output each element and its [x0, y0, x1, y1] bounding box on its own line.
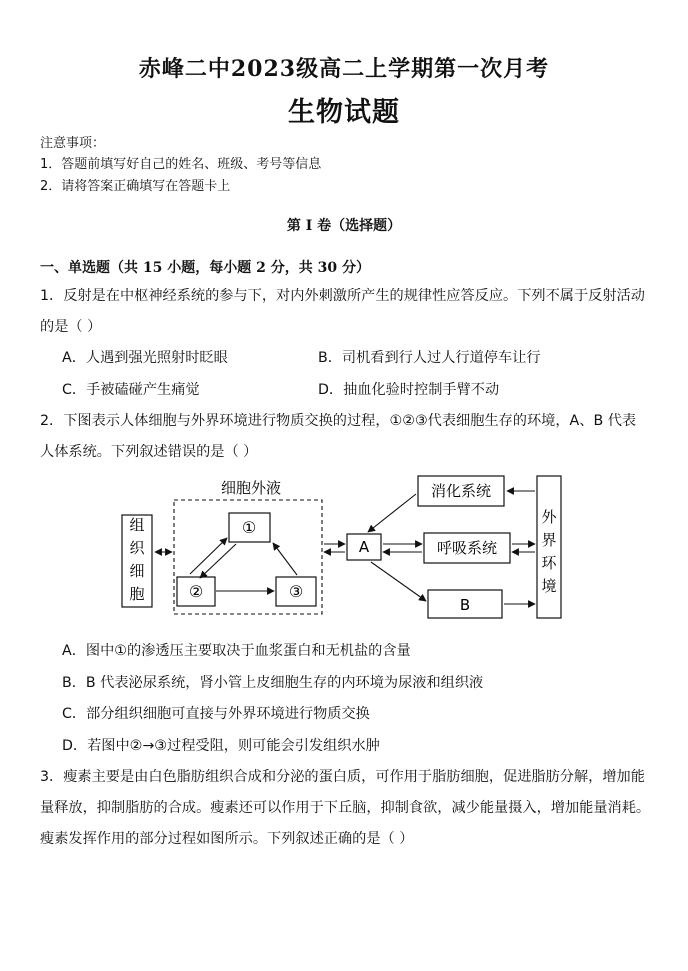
question-2-option-d: D．若图中②→③过程受阻，则可能会引发组织水肿: [62, 738, 380, 754]
node-b-label: B: [459, 596, 471, 614]
external-environment-char-3: 环: [541, 554, 557, 572]
node-2-label: ②: [188, 582, 204, 601]
question-1-line-2: 的是（ ）: [40, 319, 102, 335]
tissue-cell-char-2: 织: [129, 539, 145, 557]
question-1-option-c: C．手被磕碰产生痛觉: [62, 382, 200, 398]
question-2-line-1: 2．下图表示人体细胞与外界环境进行物质交换的过程，①②③代表细胞生存的环境，A、B 代表: [40, 413, 637, 429]
node-3-label: ③: [288, 582, 304, 601]
question-3-line-3: 瘦素发挥作用的部分过程如图所示。下列叙述正确的是（ ）: [40, 831, 414, 847]
question-1-option-d: D．抽血化验时控制手臂不动: [318, 382, 500, 398]
node-1-label: ①: [241, 518, 257, 537]
tissue-cell-char-3: 细: [129, 562, 145, 580]
question-2-option-b: B．B 代表泌尿系统，肾小管上皮细胞生存的内环境为尿液和组织液: [62, 675, 484, 691]
tissue-cell-char-1: 组: [129, 516, 145, 534]
extracellular-fluid-label: 细胞外液: [220, 479, 282, 497]
question-3-line-1: 3．瘦素主要是由白色脂肪组织合成和分泌的蛋白质，可作用于脂肪细胞，促进脂肪分解，增加能: [40, 769, 645, 785]
digestive-system-label: 消化系统: [430, 482, 492, 500]
question-2-option-a: A．图中①的渗透压主要取决于血浆蛋白和无机盐的含量: [62, 643, 411, 659]
part-title: 第 I 卷（选择题）: [286, 218, 402, 234]
question-3-line-2: 量释放，抑制脂肪的合成。瘦素还可以作用于下丘脑，抑制食欲，减少能量摄入，增加能量消耗。: [40, 800, 651, 816]
external-environment-char-1: 外: [541, 508, 557, 526]
notes-heading: 注意事项：: [40, 136, 106, 151]
tissue-cell-char-4: 胞: [129, 585, 145, 603]
question-1-line-1: 1．反射是在中枢神经系统的参与下，对内外刺激所产生的规律性应答反应。下列不属于反射活动: [40, 288, 645, 304]
question-1-option-b: B．司机看到行人过人行道停车让行: [318, 350, 541, 366]
notes-item-2: 2．请将答案正确填写在答题卡上: [40, 179, 231, 194]
question-2-option-c: C．部分组织细胞可直接与外界环境进行物质交换: [62, 706, 370, 722]
section-title: 一、单选题（共 15 小题，每小题 2 分，共 30 分）: [40, 260, 370, 276]
exam-title: 赤峰二中2023级高二上学期第一次月考: [138, 56, 550, 82]
body-exchange-diagram: [0, 470, 688, 630]
respiratory-system-label: 呼吸系统: [436, 539, 498, 557]
question-1-option-a: A．人遇到强光照射时眨眼: [62, 350, 228, 366]
notes-item-1: 1．答题前填写好自己的姓名、班级、考号等信息: [40, 157, 322, 172]
external-environment-char-2: 界: [541, 531, 557, 549]
exam-subject-title: 生物试题: [288, 97, 400, 128]
external-environment-char-4: 境: [541, 577, 557, 595]
question-2-line-2: 人体系统。下列叙述错误的是（ ）: [40, 444, 258, 460]
node-a-label: A: [358, 538, 370, 556]
